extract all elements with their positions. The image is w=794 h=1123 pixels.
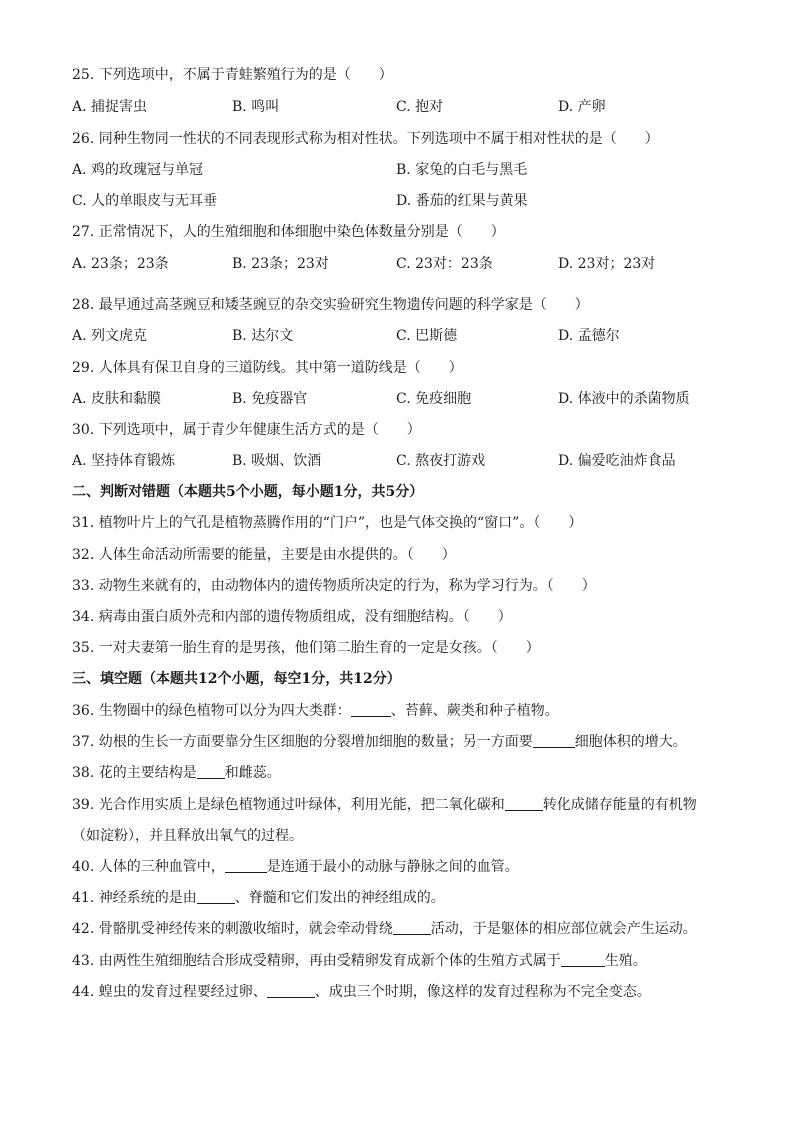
option-a: A. 坚持体育锻炼 — [72, 453, 176, 469]
answer-blank[interactable] — [393, 920, 431, 935]
section-3-title: 三、填空题（本题共12个小题，每空1分，共12分） — [72, 671, 401, 687]
option-a: A. 捕捉害虫 — [72, 99, 148, 115]
option-d: D. 偏爱吃油炸食品 — [558, 453, 676, 469]
option-b: B. 达尔文 — [232, 328, 294, 344]
question-43: 43. 由两性生殖细胞结合形成受精卵，再由受精卵发育成新个体的生殖方式属于 生殖。 — [72, 953, 647, 969]
question-27: 27. 正常情况下，人的生殖细胞和体细胞中染色体数量分别是（ ） — [72, 224, 505, 240]
answer-blank[interactable] — [225, 858, 267, 873]
answer-blank[interactable] — [505, 796, 543, 811]
answer-blank[interactable] — [561, 952, 605, 967]
answer-blank[interactable] — [197, 889, 235, 904]
option-b: B. 鸣叫 — [232, 99, 280, 115]
option-c: C. 熬夜打游戏 — [396, 453, 486, 469]
option-a: A. 鸡的玫瑰冠与单冠 — [72, 162, 204, 178]
answer-blank[interactable] — [267, 983, 315, 998]
question-29-options — [72, 387, 732, 411]
question-42: 42. 骨骼肌受神经传来的刺激收缩时，就会牵动骨绕 活动，于是躯体的相应部位就会产生运动。 — [72, 921, 697, 937]
answer-blank[interactable] — [197, 764, 225, 779]
question-36: 36. 生物圈中的绿色植物可以分为四大类群： 、苔藓、蕨类和种子植物。 — [72, 703, 559, 719]
question-30: 30. 下列选项中，属于青少年健康生活方式的是（ ） — [72, 422, 421, 438]
question-25: 25. 下列选项中，不属于青蛙繁殖行为的是（ ） — [72, 67, 393, 83]
question-35: 35. 一对夫妻第一胎生育的是男孩，他们第二胎生育的一定是女孩。（ ） — [72, 640, 540, 656]
option-b: B. 免疫器官 — [232, 391, 308, 407]
answer-blank[interactable] — [351, 702, 391, 717]
option-c: C. 免疫细胞 — [396, 391, 472, 407]
question-44: 44. 蝗虫的发育过程要经过卵、 、成虫三个时期，像这样的发育过程称为不完全变态。 — [72, 984, 651, 1000]
option-d: D. 孟德尔 — [558, 328, 620, 344]
option-a: A. 皮肤和黏膜 — [72, 391, 162, 407]
option-c: C. 抱对 — [396, 99, 444, 115]
question-26-options-row2 — [72, 189, 732, 213]
option-b: B. 吸烟、饮酒 — [232, 453, 322, 469]
question-41: 41. 神经系统的是由 、脊髓和它们发出的神经组成的。 — [72, 890, 445, 906]
question-34: 34. 病毒由蛋白质外壳和内部的遗传物质组成，没有细胞结构。（ ） — [72, 609, 512, 625]
option-d: D. 23对；23对 — [558, 256, 656, 272]
option-c: C. 人的单眼皮与无耳垂 — [72, 193, 218, 209]
option-d: D. 番茄的红果与黄果 — [396, 193, 528, 209]
question-31: 31. 植物叶片上的气孔是植物蒸腾作用的“门户”，也是气体交换的“窗口”。（ ） — [72, 515, 583, 531]
question-25-options — [72, 95, 732, 119]
option-c: C. 巴斯德 — [396, 328, 458, 344]
question-37: 37. 幼根的生长一方面要靠分生区细胞的分裂增加细胞的数量；另一方面要 细胞体积的增大。 — [72, 734, 687, 750]
option-d: D. 体液中的杀菌物质 — [558, 391, 690, 407]
option-a: A. 列文虎克 — [72, 328, 148, 344]
question-40: 40. 人体的三种血管中， 是连通于最小的动脉与静脉之间的血管。 — [72, 859, 519, 875]
question-39: 39. 光合作用实质上是绿色植物通过叶绿体，利用光能，把二氧化碳和 转化成储存能量的有机物 — [72, 797, 697, 813]
question-39-continued: （如淀粉），并且释放出氧气的过程。 — [72, 828, 303, 844]
option-c: C. 23对：23条 — [396, 256, 493, 272]
option-d: D. 产卵 — [558, 99, 606, 115]
question-32: 32. 人体生命活动所需要的能量，主要是由水提供的。（ ） — [72, 547, 456, 563]
answer-blank[interactable] — [533, 733, 575, 748]
question-38: 38. 花的主要结构是 和雌蕊。 — [72, 765, 281, 781]
question-29: 29. 人体具有保卫自身的三道防线。其中第一道防线是（ ） — [72, 360, 463, 376]
question-28: 28. 最早通过高茎豌豆和矮茎豌豆的杂交实验研究生物遗传问题的科学家是（ ） — [72, 297, 589, 313]
question-28-options — [72, 324, 732, 348]
question-26: 26. 同种生物同一性状的不同表现形式称为相对性状。下列选项中不属于相对性状的是（ ） — [72, 131, 659, 147]
question-33: 33. 动物生来就有的，由动物体内的遗传物质所决定的行为，称为学习行为。（ ） — [72, 578, 596, 594]
section-2-title: 二、判断对错题（本题共5个小题，每小题1分，共5分） — [72, 484, 424, 500]
question-26-options-row1 — [72, 158, 732, 182]
question-27-options — [72, 252, 732, 276]
option-a: A. 23条；23条 — [72, 256, 169, 272]
option-b: B. 23条；23对 — [232, 256, 329, 272]
question-30-options — [72, 449, 732, 473]
option-b: B. 家兔的白毛与黑毛 — [396, 162, 528, 178]
